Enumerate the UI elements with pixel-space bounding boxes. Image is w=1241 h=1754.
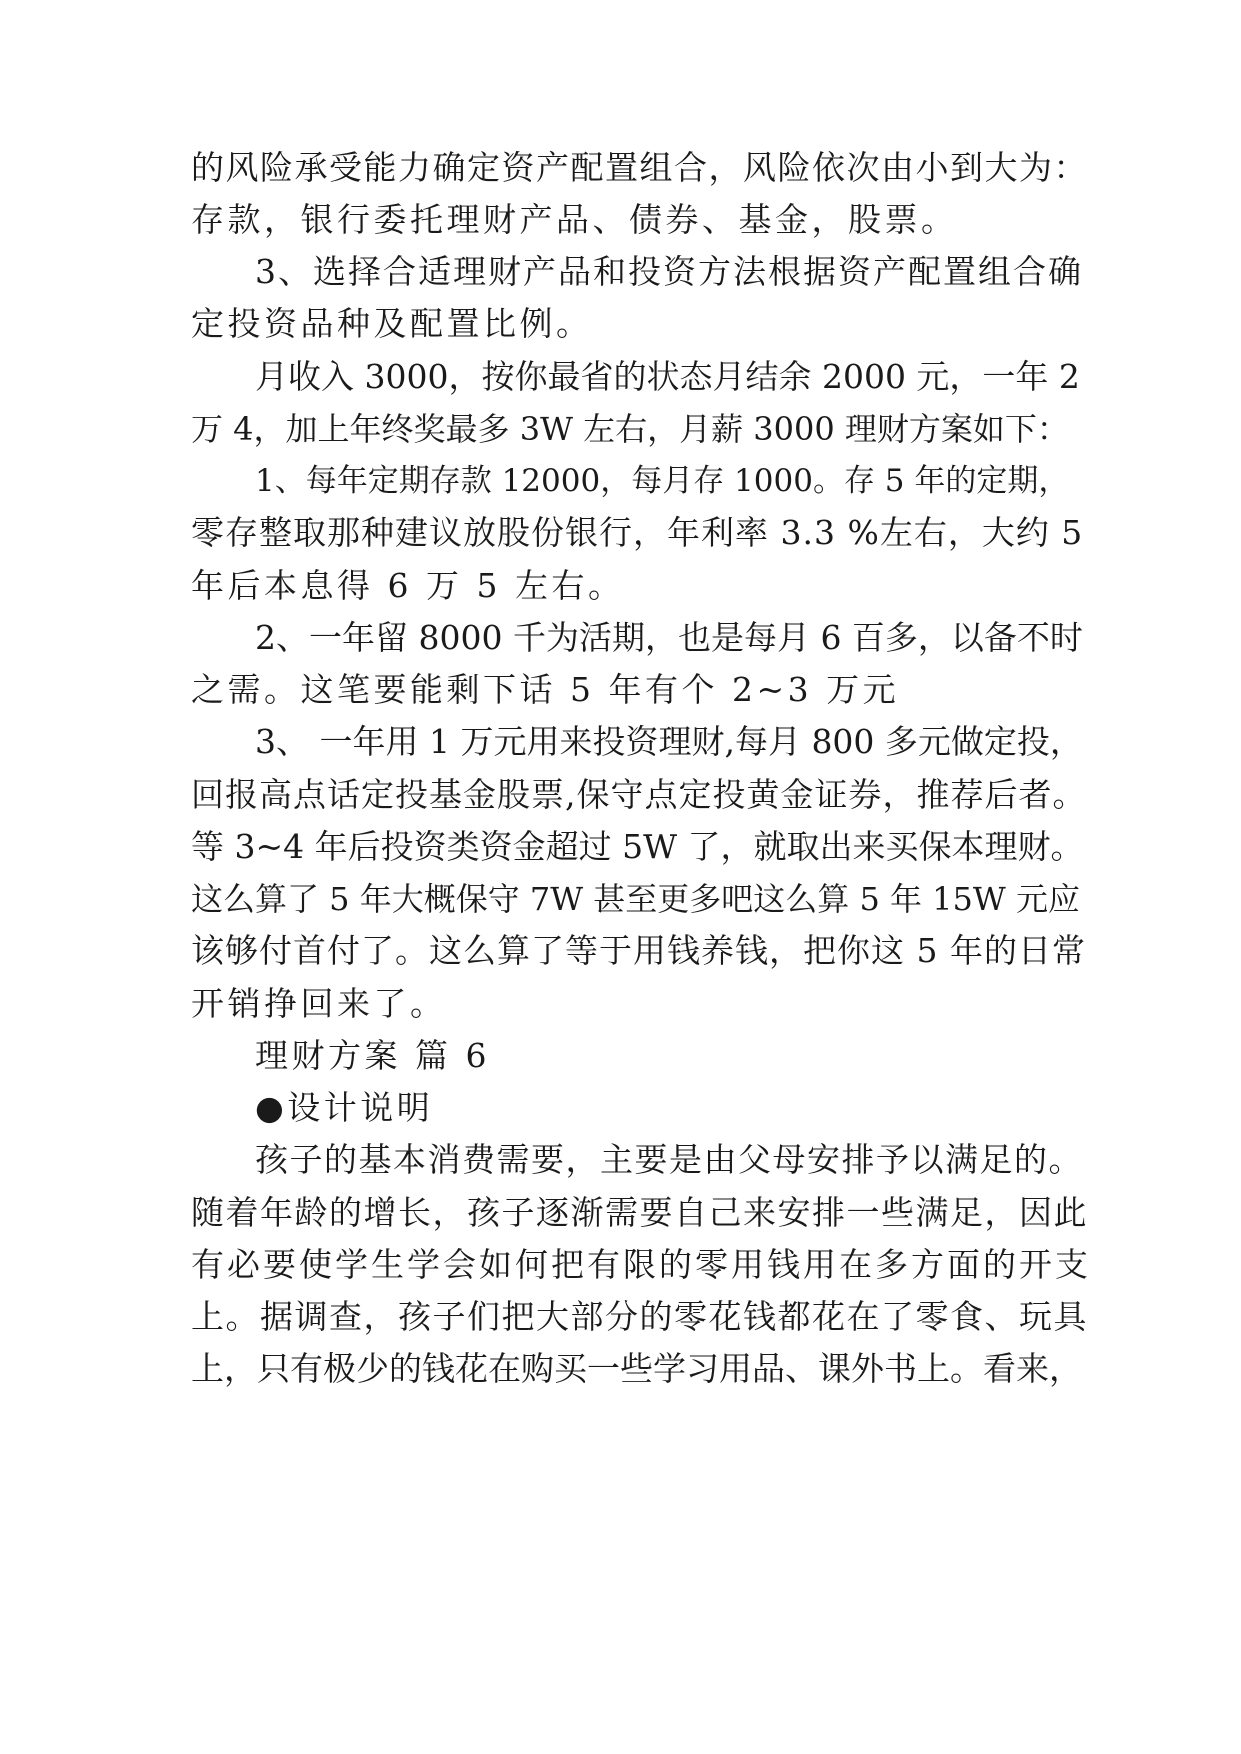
section-heading: 理财方案 篇 6 xyxy=(255,1036,490,1075)
text-line: 开销挣回来了。 xyxy=(191,984,447,1023)
subsection-heading: ●设计说明 xyxy=(255,1088,434,1127)
text-line: 月收入 3000，按你最省的状态月结余 2000 元，一年 2 xyxy=(255,357,1080,396)
text-line: 3、 一年用 1 万元用来投资理财,每月 800 多元做定投， xyxy=(255,722,1083,761)
text-line: 年后本息得 6 万 5 左右。 xyxy=(191,566,625,605)
text-line: 这么算了 5 年大概保守 7W 甚至更多吧这么算 5 年 15W 元应 xyxy=(191,880,1080,918)
text-line: 2、一年留 8000 千为活期，也是每月 6 百多，以备不时 xyxy=(255,618,1083,657)
text-line: 3、选择合适理财产品和投资方法根据资产配置组合确 xyxy=(255,252,1083,291)
text-line: 等 3~4 年后投资类资金超过 5W 了，就取出来买保本理财。 xyxy=(191,827,1084,866)
text-line: 随着年龄的增长，孩子逐渐需要自己来安排一些满足，因此 xyxy=(191,1193,1088,1232)
text-line: 定投资品种及配置比例。 xyxy=(191,304,593,343)
text-line: 的风险承受能力确定资产配置组合，风险依次由小到大为： xyxy=(191,148,1088,187)
text-line: 回报高点话定投基金股票,保守点定投黄金证券，推荐后者。 xyxy=(191,775,1087,814)
text-line: 上，只有极少的钱花在购买一些学习用品、课外书上。看来， xyxy=(191,1349,1082,1388)
text-line: 有必要使学生学会如何把有限的零用钱用在多方面的开支 xyxy=(191,1245,1091,1284)
text-line: 存款，银行委托理财产品、债券、基金，股票。 xyxy=(191,200,958,239)
text-line: 该够付首付了。这么算了等于用钱养钱，把你这 5 年的日常 xyxy=(191,931,1086,970)
text-line: 1、每年定期存款 12000，每月存 1000。存 5 年的定期， xyxy=(255,463,1070,499)
text-line: 孩子的基本消费需要，主要是由父母安排予以满足的。 xyxy=(255,1140,1083,1179)
text-line: 上。据调查，孩子们把大部分的零花钱都花在了零食、玩具 xyxy=(191,1297,1088,1336)
text-line: 之需。这笔要能剩下话 5 年有个 2~3 万元 xyxy=(191,670,900,709)
text-line: 零存整取那种建议放股份银行，年利率 3.3 %左右，大约 5 xyxy=(191,513,1084,552)
text-line: 万 4，加上年终奖最多 3W 左右，月薪 3000 理财方案如下： xyxy=(191,410,1069,448)
